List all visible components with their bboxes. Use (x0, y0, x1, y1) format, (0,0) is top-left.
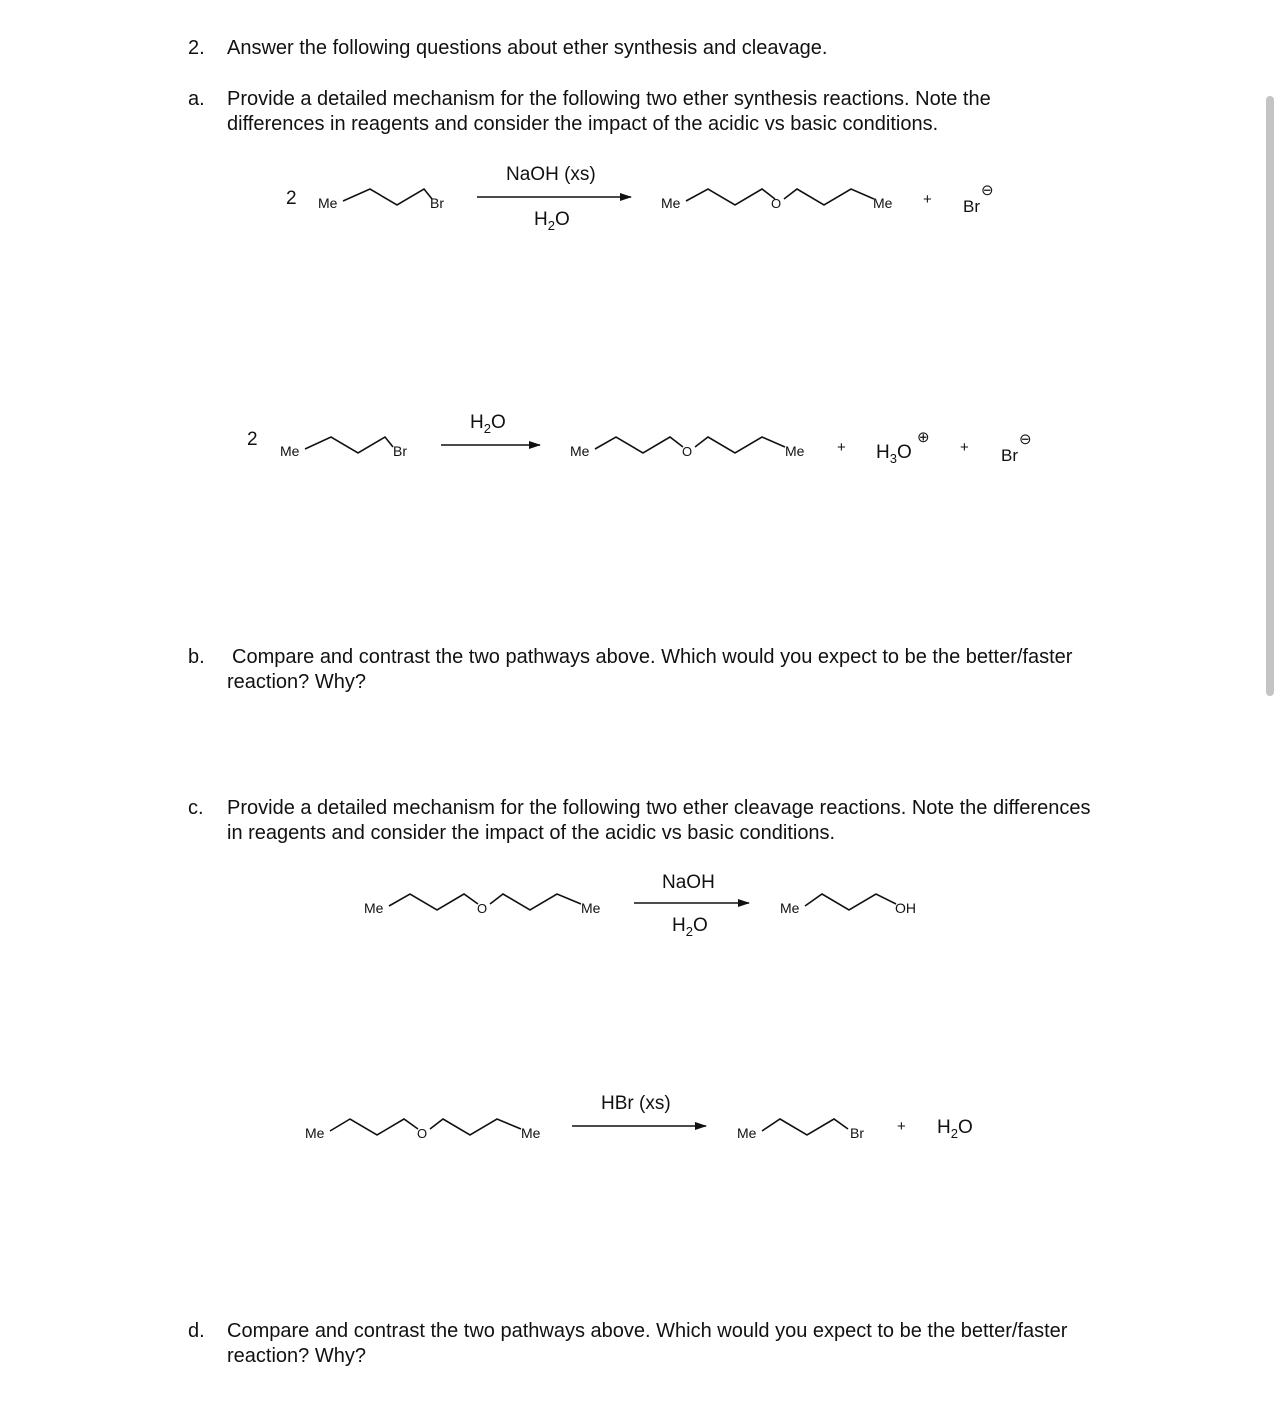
rxn4-product-me: Me (737, 1125, 757, 1141)
rxn4-o: O (417, 1126, 428, 1141)
part-b-label: b. (188, 646, 205, 668)
rxn1-product-me-left: Me (661, 195, 681, 211)
rxn1-plus: + (923, 191, 932, 208)
part-b-line-1: Compare and contrast the two pathways above. Which would you expect to be the better/faster (232, 646, 1073, 668)
rxn3-reactant-chain (389, 894, 478, 910)
rxn2-product-o: O (682, 444, 693, 459)
rxn2-minus-charge: ⊖ (1019, 431, 1032, 448)
rxn4-me-right: Me (521, 1125, 541, 1141)
rxn2-reagent-top: $H_2O$ (470, 412, 506, 436)
rxn1-reagent-bottom: $H_2O$ (534, 209, 570, 233)
rxn4-product-br: Br (850, 1125, 864, 1141)
rxn2-product-me-left: Me (570, 443, 590, 459)
rxn4-me-left: Me (305, 1125, 325, 1141)
rxn1-product-chain (686, 189, 775, 205)
rxn2-hydronium: $H_3O$ (876, 442, 912, 466)
part-d-label: d. (188, 1320, 205, 1342)
rxn2-plus-1: + (837, 439, 846, 456)
rxn2-reactant-chain (305, 437, 393, 453)
rxn3-product-me: Me (780, 900, 800, 916)
rxn2-br-label: Br (393, 443, 407, 459)
question-title: Answer the following questions about ether synthesis and cleavage. (227, 37, 828, 59)
rxn1-product-me-right: Me (873, 195, 893, 211)
rxn1-coefficient: 2 (286, 188, 297, 209)
rxn1-bromide: Br (963, 197, 980, 216)
rxn3-product-oh: OH (895, 900, 916, 916)
rxn1-me-label: Me (318, 195, 338, 211)
question-number: 2. (188, 37, 205, 59)
rxn2-product-chain (595, 437, 683, 453)
reaction-2 (247, 412, 1032, 466)
rxn3-reagent-bottom: $H_2O$ (672, 915, 708, 939)
part-d-line-1: Compare and contrast the two pathways above. Which would you expect to be the better/faster (227, 1320, 1068, 1342)
part-d-line-2: reaction? Why? (227, 1345, 366, 1367)
rxn4-plus: + (897, 1118, 906, 1135)
rxn3-o: O (477, 901, 488, 916)
rxn1-minus-charge: ⊖ (981, 182, 994, 199)
reaction-1 (286, 164, 994, 233)
rxn1-reactant-chain (343, 189, 432, 205)
part-b-line-2: reaction? Why? (227, 671, 366, 693)
rxn2-plus-charge: ⊕ (917, 429, 930, 446)
rxn2-me-label: Me (280, 443, 300, 459)
rxn3-me-right: Me (581, 900, 601, 916)
rxn2-coefficient: 2 (247, 429, 258, 450)
reaction-4 (305, 1093, 973, 1141)
rxn4-product-chain (762, 1119, 848, 1135)
reaction-3 (364, 872, 916, 939)
part-c-line-2: in reagents and consider the impact of the acidic vs basic conditions. (227, 822, 836, 844)
rxn2-bromide: Br (1001, 446, 1018, 465)
rxn3-product-chain (805, 894, 896, 910)
part-c-line-1: Provide a detailed mechanism for the following two ether cleavage reactions. Note the differences (227, 797, 1091, 819)
part-a-line-2: differences in reagents and consider the impact of the acidic vs basic conditions. (227, 113, 939, 135)
vertical-scrollbar[interactable] (1266, 96, 1274, 696)
rxn2-product-me-right: Me (785, 443, 805, 459)
rxn4-reagent-top: HBr (xs) (601, 1093, 671, 1114)
rxn3-me-left: Me (364, 900, 384, 916)
part-a-line-1: Provide a detailed mechanism for the following two ether synthesis reactions. Note the (227, 88, 991, 110)
rxn1-product-o: O (771, 196, 782, 211)
rxn1-br-label: Br (430, 195, 444, 211)
rxn3-reagent-top: NaOH (662, 872, 715, 893)
part-c-label: c. (188, 797, 204, 819)
rxn4-reactant-chain (330, 1119, 418, 1135)
rxn4-water: $H_2O$ (937, 1117, 973, 1141)
rxn1-reagent-top: NaOH (xs) (506, 164, 596, 185)
rxn2-plus-2: + (960, 439, 969, 456)
part-a-label: a. (188, 88, 205, 110)
